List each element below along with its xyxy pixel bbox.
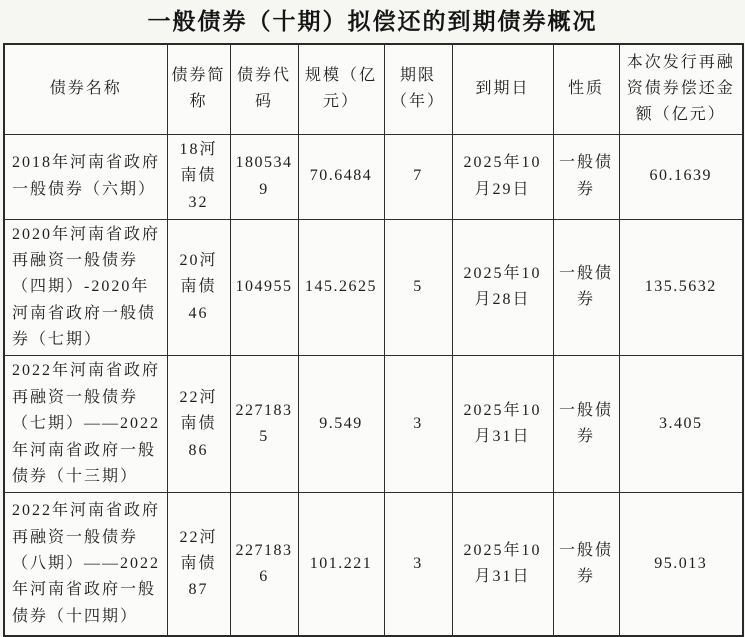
header-row: [4, 44, 743, 134]
col-header-repay-amount: 本次发行再融资债券偿还金额（亿元）: [619, 44, 743, 134]
cell-repay-amount: 95.013: [619, 493, 743, 636]
document-page: [0, 7, 745, 637]
col-header-term: 期限（年）: [384, 44, 452, 134]
cell-code: 1805349: [230, 134, 298, 219]
cell-short-name: 22河南债86: [167, 356, 230, 493]
cell-nature: 一般债券: [553, 134, 619, 219]
bond-table: [3, 43, 744, 637]
cell-bond-name: 2022年河南省政府再融资一般债券（七期）——2022年河南省政府一般债券（十三期）: [4, 356, 167, 493]
cell-scale: 9.549: [298, 356, 384, 493]
cell-term: 3: [384, 493, 452, 636]
cell-bond-name: 2018年河南省政府一般债券（六期）: [4, 134, 167, 219]
table-row: [4, 356, 743, 493]
table-row: [4, 493, 743, 636]
cell-nature: 一般债券: [553, 356, 619, 493]
cell-repay-amount: 60.1639: [619, 134, 743, 219]
cell-term: 3: [384, 356, 452, 493]
cell-short-name: 22河南债87: [167, 493, 230, 636]
col-header-bond-name: 债券名称: [4, 44, 167, 134]
table-row: [4, 219, 743, 356]
cell-maturity: 2025年10月31日: [452, 356, 553, 493]
cell-code: 2271835: [230, 356, 298, 493]
col-header-scale: 规模（亿元）: [298, 44, 384, 134]
cell-term: 7: [384, 134, 452, 219]
page-title: 一般债券（十期）拟偿还的到期债券概况: [147, 9, 598, 34]
cell-short-name: 18河南债32: [167, 134, 230, 219]
cell-code: 104955: [230, 219, 298, 356]
col-header-short-name: 债券简称: [167, 44, 230, 134]
cell-maturity: 2025年10月29日: [452, 134, 553, 219]
cell-term: 5: [384, 219, 452, 356]
cell-nature: 一般债券: [553, 219, 619, 356]
cell-repay-amount: 3.405: [619, 356, 743, 493]
cell-repay-amount: 135.5632: [619, 219, 743, 356]
cell-maturity: 2025年10月31日: [452, 493, 553, 636]
col-header-nature: 性质: [553, 44, 619, 134]
col-header-code: 债券代码: [230, 44, 298, 134]
table-row: [4, 134, 743, 219]
cell-nature: 一般债券: [553, 493, 619, 636]
cell-bond-name: 2022年河南省政府再融资一般债券（八期）——2022年河南省政府一般债券（十四期）: [4, 493, 167, 636]
col-header-maturity: 到期日: [452, 44, 553, 134]
cell-scale: 145.2625: [298, 219, 384, 356]
cell-scale: 101.221: [298, 493, 384, 636]
cell-short-name: 20河南债46: [167, 219, 230, 356]
cell-maturity: 2025年10月28日: [452, 219, 553, 356]
cell-bond-name: 2020年河南省政府再融资一般债券（四期）-2020年河南省政府一般债券（七期）: [4, 219, 167, 356]
cell-scale: 70.6484: [298, 134, 384, 219]
cell-code: 2271836: [230, 493, 298, 636]
